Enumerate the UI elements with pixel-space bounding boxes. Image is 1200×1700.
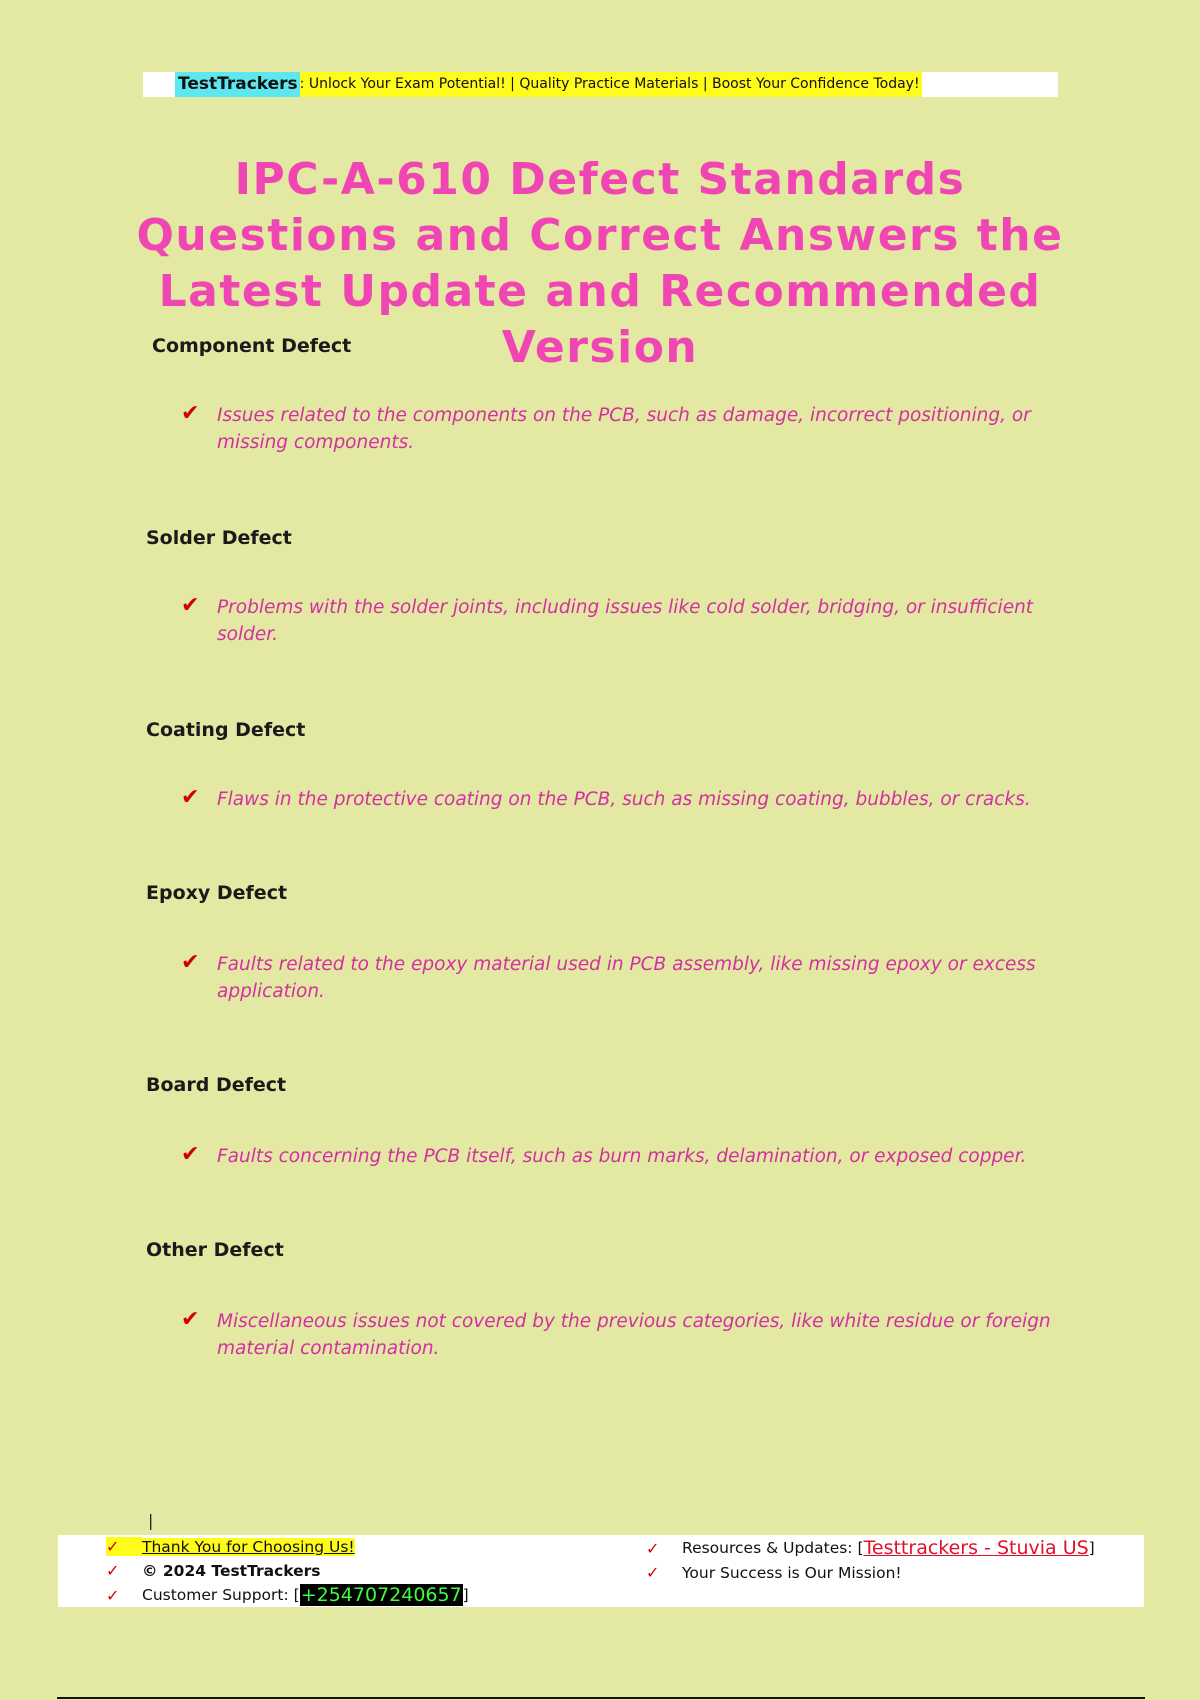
copyright-text: © 2024 TestTrackers xyxy=(142,1561,321,1580)
checkmark-icon: ✔ xyxy=(181,1307,200,1332)
answer-component xyxy=(181,402,1061,456)
resources-close: ] xyxy=(1088,1539,1095,1557)
bottom-divider xyxy=(57,1697,1145,1699)
banner-tagline: : Unlock Your Exam Potential! | Quality Practice Materials | Boost Your Confidence Today! xyxy=(300,72,922,97)
check-icon: ✓ xyxy=(106,1585,120,1605)
check-icon: ✓ xyxy=(106,1561,120,1580)
answer-text: Miscellaneous issues not covered by the previous categories, like white residue or foreign material contamination. xyxy=(217,1311,1051,1359)
answer-text: Flaws in the protective coating on the PCB, such as missing coating, bubbles, or cracks. xyxy=(217,789,1031,810)
resources-link[interactable]: Testtrackers - Stuvia US xyxy=(863,1537,1089,1559)
answer-coating xyxy=(181,786,1061,813)
section-heading-coating: Coating Defect xyxy=(146,719,306,741)
section-heading-solder: Solder Defect xyxy=(146,527,292,549)
answer-board xyxy=(181,1143,1061,1170)
answer-text: Issues related to the components on the PCB, such as damage, incorrect positioning, or missing components. xyxy=(217,405,1031,453)
text-caret: | xyxy=(148,1511,154,1530)
footer-support xyxy=(106,1584,469,1606)
resources-label: Resources & Updates: [ xyxy=(682,1539,864,1557)
footer-thank-you xyxy=(106,1537,355,1556)
checkmark-icon: ✔ xyxy=(181,401,200,426)
section-heading-epoxy: Epoxy Defect xyxy=(146,882,288,904)
check-icon: ✓ xyxy=(646,1563,660,1582)
brand-name: TestTrackers xyxy=(175,72,300,97)
support-label: Customer Support: [ xyxy=(142,1586,300,1604)
checkmark-icon: ✔ xyxy=(181,593,200,618)
banner-content xyxy=(175,72,922,97)
answer-epoxy xyxy=(181,951,1061,1005)
check-icon: ✓ xyxy=(106,1537,142,1556)
thank-you-text: Thank You for Choosing Us! xyxy=(142,1537,355,1556)
checkmark-icon: ✔ xyxy=(181,1142,200,1167)
mission-text: Your Success is Our Mission! xyxy=(682,1563,902,1582)
section-heading-other: Other Defect xyxy=(146,1239,284,1261)
footer-mission xyxy=(646,1563,902,1582)
header-banner xyxy=(143,72,1058,97)
section-heading-board: Board Defect xyxy=(146,1074,287,1096)
check-icon: ✓ xyxy=(646,1538,660,1558)
footer-resources xyxy=(646,1537,1095,1559)
page-title: IPC-A-610 Defect Standards Questions and Correct Answers the Latest Update and Recommended Version xyxy=(136,154,1064,373)
answer-text: Faults related to the epoxy material used in PCB assembly, like missing epoxy or excess application. xyxy=(217,954,1036,1002)
support-close: ] xyxy=(462,1586,469,1604)
checkmark-icon: ✔ xyxy=(181,950,200,975)
answer-text: Faults concerning the PCB itself, such as burn marks, delamination, or exposed copper. xyxy=(217,1146,1027,1167)
answer-text: Problems with the solder joints, including issues like cold solder, bridging, or insufficient solder. xyxy=(217,597,1034,645)
support-phone[interactable]: +254707240657 xyxy=(300,1584,462,1606)
answer-other xyxy=(181,1308,1061,1362)
checkmark-icon: ✔ xyxy=(181,785,200,810)
section-heading-component: Component Defect xyxy=(152,335,352,357)
footer-box xyxy=(58,1535,1144,1607)
footer-copyright xyxy=(106,1561,321,1580)
answer-solder xyxy=(181,594,1061,648)
